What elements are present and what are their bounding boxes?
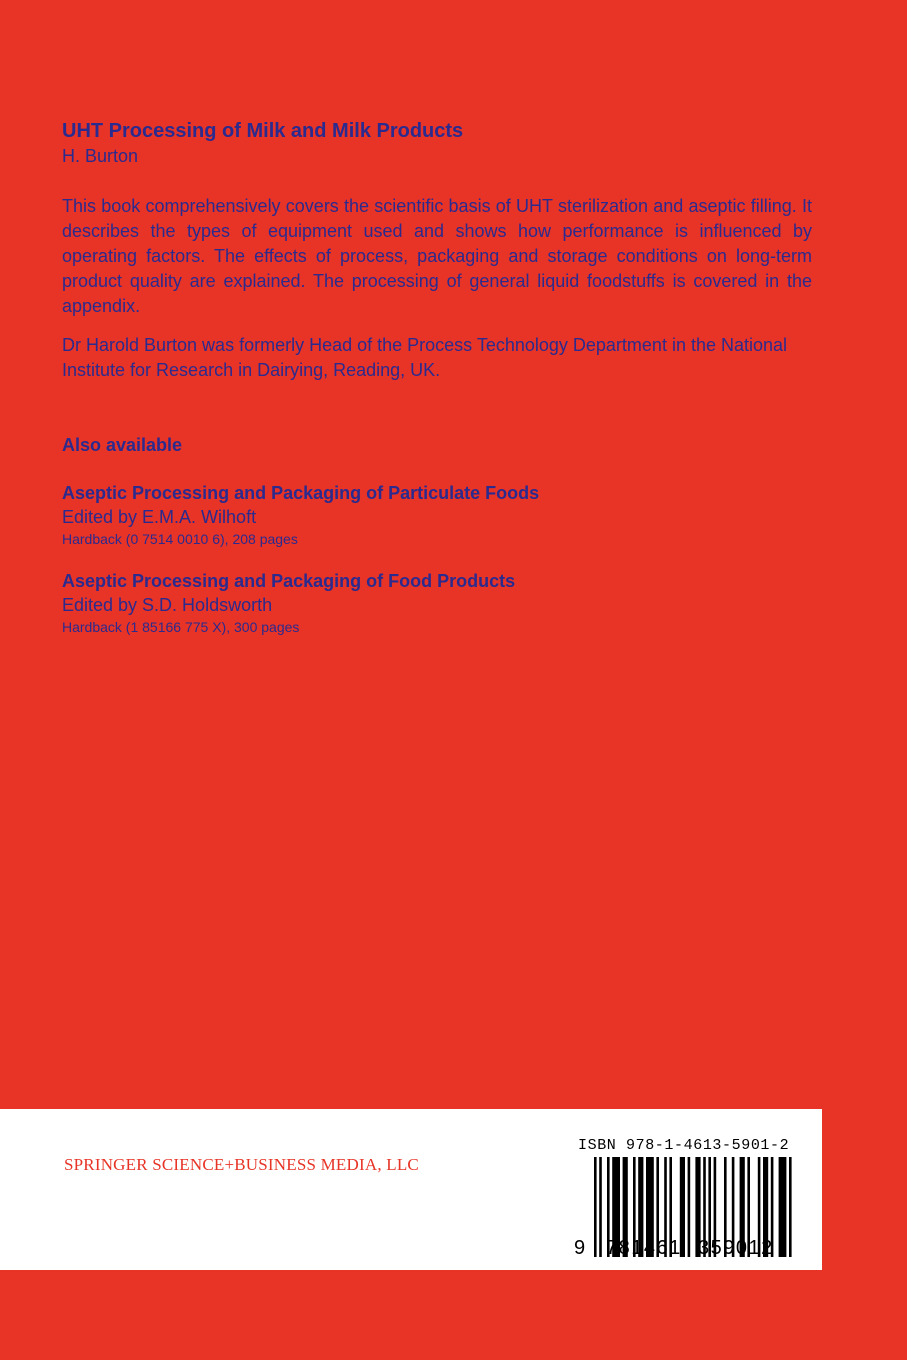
book-description: This book comprehensively covers the scientific basis of UHT sterilization and aseptic filling. It describes the types of equipment used and shows how performance is influenced by operating factors. The effects of process, packaging and storage conditions on long-term product quality are explained. The processing of general liquid foodstuffs is covered in the appendix. <box>62 196 812 316</box>
related-book-title: Aseptic Processing and Packaging of Particulate Foods <box>62 483 540 503</box>
cover-text-block <box>62 118 812 637</box>
related-book <box>62 569 812 637</box>
publisher-name: SPRINGER SCIENCE+BUSINESS MEDIA, LLC <box>64 1155 419 1174</box>
related-book-editor: Edited by E.M.A. Wilhoft <box>62 507 257 527</box>
author-bio: Dr Harold Burton was formerly Head of the Process Technology Department in the National Institute for Research in Dairying, Reading, UK. <box>62 335 788 380</box>
related-book-meta: Hardback (0 7514 0010 6), 208 pages <box>62 531 298 547</box>
barcode-digit-prefix: 9 <box>574 1237 586 1259</box>
isbn-label: ISBN 978-1-4613-5901-2 <box>578 1137 790 1154</box>
barcode-digits-right: 359012 <box>698 1237 774 1259</box>
book-author: H. Burton <box>62 146 139 166</box>
related-book-meta: Hardback (1 85166 775 X), 300 pages <box>62 619 300 635</box>
book-title: UHT Processing of Milk and Milk Products <box>62 120 464 142</box>
footer-panel <box>0 1109 822 1270</box>
barcode-digits-left: 781461 <box>606 1237 682 1259</box>
barcode-bar <box>599 1157 602 1257</box>
barcode-bar <box>594 1157 597 1257</box>
barcode-bar <box>688 1157 691 1257</box>
related-book <box>62 481 812 549</box>
barcode-bar <box>789 1157 792 1257</box>
related-book-editor: Edited by S.D. Holdsworth <box>62 595 273 615</box>
related-book-title: Aseptic Processing and Packaging of Food Products <box>62 571 516 591</box>
also-available-heading: Also available <box>62 435 183 455</box>
barcode-bar <box>779 1157 787 1257</box>
